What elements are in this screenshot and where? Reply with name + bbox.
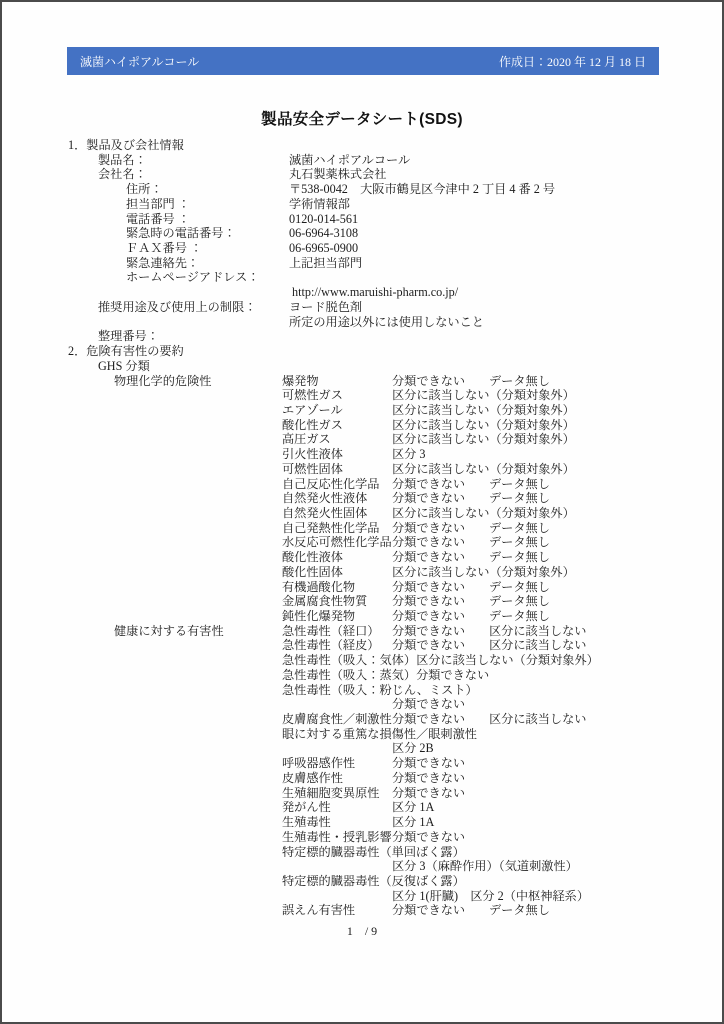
ghs-note: データ無し [489, 579, 550, 594]
field-row [2, 329, 724, 344]
ghs-hazard-item: 急性毒性（吸入：気体） [282, 653, 417, 668]
ghs-classification: 分類できない [392, 535, 466, 550]
ghs-category-label [114, 845, 282, 860]
ghs-category-label [114, 535, 282, 550]
ghs-row [2, 535, 724, 550]
ghs-note: データ無し [489, 903, 550, 918]
ghs-category-label [114, 491, 282, 506]
ghs-category-label [114, 594, 282, 609]
ghs-category-label [114, 712, 282, 727]
ghs-category-label [114, 580, 282, 595]
ghs-hazard-item: 特定標的臓器毒性（反復ばく露） [282, 873, 465, 888]
ghs-hazard-item: 皮膚感作性 [282, 770, 343, 785]
ghs-category-label: 健康に対する有害性 [114, 623, 224, 638]
ghs-row [2, 830, 724, 845]
ghs-classification: 区分に該当しない（分類対象外） [392, 402, 575, 417]
ghs-category-label [114, 800, 282, 815]
page-title: 製品安全データシート(SDS) [261, 111, 463, 128]
ghs-hazard-item [282, 741, 392, 756]
field-label: ホームページアドレス： [126, 270, 260, 285]
ghs-row [2, 462, 724, 477]
field-row [2, 315, 724, 330]
ghs-classification: 区分に該当しない（分類対象外） [392, 388, 575, 403]
field-label: 製品名： [98, 152, 147, 167]
ghs-hazard-item: 自己発熱性化学品 [282, 520, 380, 535]
section2-heading: 2．危険有害性の要約 [68, 344, 184, 359]
ghs-hazard-item [282, 859, 392, 874]
ghs-note: データ無し [489, 491, 550, 506]
ghs-classification-table [2, 374, 724, 919]
ghs-classification: 分類できない [392, 579, 466, 594]
ghs-note: 区分に該当しない [489, 623, 587, 638]
ghs-row [2, 565, 724, 580]
ghs-row [2, 447, 724, 462]
ghs-row [2, 815, 724, 830]
ghs-hazard-item: 水反応可燃性化学品 [282, 535, 392, 550]
ghs-category-label [114, 683, 282, 698]
ghs-hazard-item: 可燃性ガス [282, 388, 343, 403]
ghs-classification: 区分に該当しない（分類対象外） [392, 564, 575, 579]
field-value: 所定の用途以外には使用しないこと [289, 314, 484, 329]
ghs-row [2, 594, 724, 609]
ghs-row [2, 653, 724, 668]
ghs-classification [465, 845, 562, 860]
field-label: 会社名： [98, 167, 147, 182]
ghs-note: データ無し [489, 535, 550, 550]
ghs-classification: 区分 1A [392, 800, 435, 815]
ghs-row [2, 403, 724, 418]
ghs-hazard-item: 皮膚腐食性／刺激性 [282, 712, 392, 727]
ghs-classification: 分類できない [392, 756, 466, 771]
field-row [2, 270, 724, 285]
ghs-hazard-item [282, 697, 392, 712]
ghs-category-label [114, 521, 282, 536]
ghs-hazard-item: 自己反応性化学品 [282, 476, 380, 491]
ghs-category-label [114, 859, 282, 874]
ghs-note: 区分に該当しない [489, 638, 587, 653]
field-label: 電話番号 ： [126, 211, 190, 226]
ghs-hazard-item: 生殖細胞変異原性 [282, 785, 380, 800]
ghs-category-label [114, 786, 282, 801]
ghs-row [2, 859, 724, 874]
field-label: 緊急連絡先： [126, 255, 200, 270]
ghs-category-label [114, 418, 282, 433]
ghs-classification [465, 874, 562, 889]
ghs-classification: 分類できない [392, 520, 466, 535]
field-value: 06-6965-0900 [289, 241, 359, 256]
ghs-classification: 分類できない [392, 770, 466, 785]
ghs-row [2, 771, 724, 786]
field-label: 緊急時の電話番号： [126, 226, 236, 241]
ghs-category-label [114, 771, 282, 786]
ghs-category-label [114, 874, 282, 889]
ghs-row [2, 889, 724, 904]
ghs-row [2, 550, 724, 565]
ghs-classification: 区分 3（麻酔作用）（気道刺激性） [392, 859, 578, 874]
ghs-classification: 分類できない [392, 712, 466, 727]
ghs-category-label: 物理化学的危険性 [114, 373, 212, 388]
ghs-row [2, 432, 724, 447]
page-number: 1 / 9 [346, 924, 378, 938]
ghs-classification: 区分 3 [392, 447, 426, 462]
ghs-row [2, 506, 724, 521]
ghs-classification: 分類できない [416, 667, 490, 682]
ghs-row [2, 388, 724, 403]
ghs-row [2, 786, 724, 801]
ghs-classification: 区分 1(肝臓) 区分 2（中枢神経系） [392, 888, 590, 903]
ghs-hazard-item: 爆発物 [282, 373, 319, 388]
ghs-row [2, 638, 724, 653]
field-label [126, 285, 289, 300]
field-label: 整理番号： [98, 329, 159, 344]
ghs-category-label [114, 903, 282, 918]
field-row [2, 197, 724, 212]
ghs-classification: 区分に該当しない（分類対象外） [416, 653, 599, 668]
ghs-subheading: GHS 分類 [98, 358, 150, 373]
ghs-classification: 分類できない [392, 829, 466, 844]
ghs-category-label [114, 653, 282, 668]
ghs-note: 区分に該当しない [489, 712, 587, 727]
homepage-url-link[interactable]: http://www.maruishi-pharm.co.jp/ [289, 285, 459, 300]
field-row [2, 167, 724, 182]
ghs-hazard-item: 自然発火性固体 [282, 505, 368, 520]
ghs-row [2, 477, 724, 492]
ghs-classification: 分類できない [392, 594, 466, 609]
field-label: 推奨用途及び使用上の制限： [98, 299, 257, 314]
field-value: 0120-014-561 [289, 211, 359, 226]
ghs-row [2, 845, 724, 860]
field-row [2, 256, 724, 271]
ghs-note: データ無し [489, 550, 550, 565]
field-row [2, 212, 724, 227]
ghs-category-label [114, 830, 282, 845]
field-value: 06-6964-3108 [289, 226, 359, 241]
ghs-classification: 区分に該当しない（分類対象外） [392, 417, 575, 432]
header-created-date: 作成日：2020 年 12 月 18 日 [498, 54, 646, 69]
ghs-note: データ無し [489, 520, 550, 535]
field-row [2, 241, 724, 256]
field-value: 上記担当部門 [289, 255, 363, 270]
ghs-row [2, 521, 724, 536]
ghs-hazard-item: 酸化性固体 [282, 564, 343, 579]
ghs-classification: 分類できない [392, 550, 466, 565]
ghs-row [2, 491, 724, 506]
ghs-category-label [114, 477, 282, 492]
ghs-classification: 分類できない [392, 623, 466, 638]
ghs-hazard-item: 可燃性固体 [282, 461, 343, 476]
ghs-classification: 分類できない [392, 903, 466, 918]
header-product-name: 滅菌ハイポアルコール [80, 54, 200, 69]
ghs-hazard-item: 生殖毒性 [282, 815, 331, 830]
field-label [98, 315, 289, 330]
ghs-category-label [114, 462, 282, 477]
ghs-category-label [114, 447, 282, 462]
document-header-banner [67, 47, 659, 75]
ghs-row [2, 874, 724, 889]
field-label: 住所： [126, 182, 163, 197]
ghs-classification [477, 727, 574, 742]
field-value: ヨード脱色剤 [289, 299, 363, 314]
ghs-hazard-item: 急性毒性（経皮） [282, 638, 380, 653]
field-value: 学術情報部 [289, 196, 350, 211]
ghs-hazard-item: 呼吸器感作性 [282, 756, 356, 771]
ghs-category-label [114, 741, 282, 756]
ghs-category-label [114, 432, 282, 447]
field-label: 担当部門 ： [126, 196, 190, 211]
ghs-hazard-item: 酸化性ガス [282, 417, 343, 432]
field-row [2, 285, 724, 300]
ghs-hazard-item: エアゾール [282, 402, 343, 417]
ghs-row [2, 712, 724, 727]
ghs-hazard-item: 金属腐食性物質 [282, 594, 368, 609]
ghs-category-label [114, 756, 282, 771]
ghs-category-label [114, 727, 282, 742]
ghs-row [2, 580, 724, 595]
ghs-row [2, 624, 724, 639]
ghs-category-label [114, 506, 282, 521]
ghs-note: データ無し [489, 373, 550, 388]
ghs-classification [478, 683, 575, 698]
field-row [2, 153, 724, 168]
ghs-category-label [114, 388, 282, 403]
ghs-hazard-item: 生殖毒性・授乳影響 [282, 829, 392, 844]
field-value: 〒538-0042 大阪市鶴見区今津中 2 丁目 4 番 2 号 [289, 182, 556, 197]
ghs-row [2, 374, 724, 389]
field-value: 滅菌ハイポアルコール [289, 152, 411, 167]
ghs-hazard-item: 眼に対する重篤な損傷性／眼刺激性 [282, 726, 477, 741]
ghs-classification: 分類できない [392, 609, 466, 623]
ghs-classification: 区分に該当しない（分類対象外） [392, 461, 575, 476]
document-body [2, 138, 724, 918]
ghs-row [2, 668, 724, 683]
ghs-category-label [114, 550, 282, 565]
ghs-hazard-item: 引火性液体 [282, 447, 343, 462]
ghs-category-label [114, 815, 282, 830]
ghs-hazard-item: 急性毒性（経口） [282, 623, 380, 638]
ghs-hazard-item: 特定標的臓器毒性（単回ばく露） [282, 844, 465, 859]
field-row [2, 226, 724, 241]
field-value: 丸石製薬株式会社 [289, 167, 387, 182]
ghs-hazard-item: 急性毒性（吸入：粉じん、ミスト） [282, 682, 478, 697]
ghs-classification: 区分 1A [392, 815, 435, 830]
ghs-row [2, 756, 724, 771]
ghs-category-label [114, 403, 282, 418]
ghs-hazard-item: 鈍性化爆発物 [282, 609, 356, 623]
ghs-row [2, 683, 724, 698]
ghs-row [2, 727, 724, 742]
field-label: ＦＡＸ番号 ： [126, 241, 203, 256]
ghs-hazard-item: 急性毒性（吸入：蒸気） [282, 667, 417, 682]
ghs-hazard-item: 自然発火性液体 [282, 491, 368, 506]
ghs-row [2, 741, 724, 756]
ghs-classification: 分類できない [392, 697, 466, 712]
ghs-category-label [114, 565, 282, 580]
ghs-category-label [114, 889, 282, 904]
field-row [2, 300, 724, 315]
ghs-classification: 分類できない [392, 491, 466, 506]
ghs-note: データ無し [489, 609, 550, 623]
ghs-row [2, 418, 724, 433]
ghs-hazard-item: 酸化性液体 [282, 550, 343, 565]
ghs-hazard-item: 有機過酸化物 [282, 579, 356, 594]
ghs-row [2, 800, 724, 815]
ghs-row [2, 609, 724, 624]
ghs-row [2, 903, 724, 918]
ghs-classification: 区分 2B [392, 741, 434, 756]
ghs-classification: 分類できない [392, 638, 466, 653]
company-info-list [2, 153, 724, 344]
ghs-classification: 区分に該当しない（分類対象外） [392, 432, 575, 447]
ghs-category-label [114, 638, 282, 653]
ghs-hazard-item [282, 889, 392, 904]
field-row [2, 182, 724, 197]
section1-heading: 1．製品及び会社情報 [68, 138, 184, 152]
ghs-classification: 分類できない [392, 373, 466, 388]
ghs-classification: 区分に該当しない（分類対象外） [392, 505, 575, 520]
ghs-category-label [114, 609, 282, 624]
ghs-row [2, 697, 724, 712]
ghs-category-label [114, 668, 282, 683]
ghs-note: データ無し [489, 476, 550, 491]
ghs-classification: 分類できない [392, 785, 466, 800]
ghs-classification: 分類できない [392, 476, 466, 491]
ghs-category-label [114, 697, 282, 712]
ghs-hazard-item: 高圧ガス [282, 432, 331, 447]
ghs-hazard-item: 誤えん有害性 [282, 903, 356, 918]
ghs-hazard-item: 発がん性 [282, 800, 331, 815]
ghs-note: データ無し [489, 594, 550, 609]
